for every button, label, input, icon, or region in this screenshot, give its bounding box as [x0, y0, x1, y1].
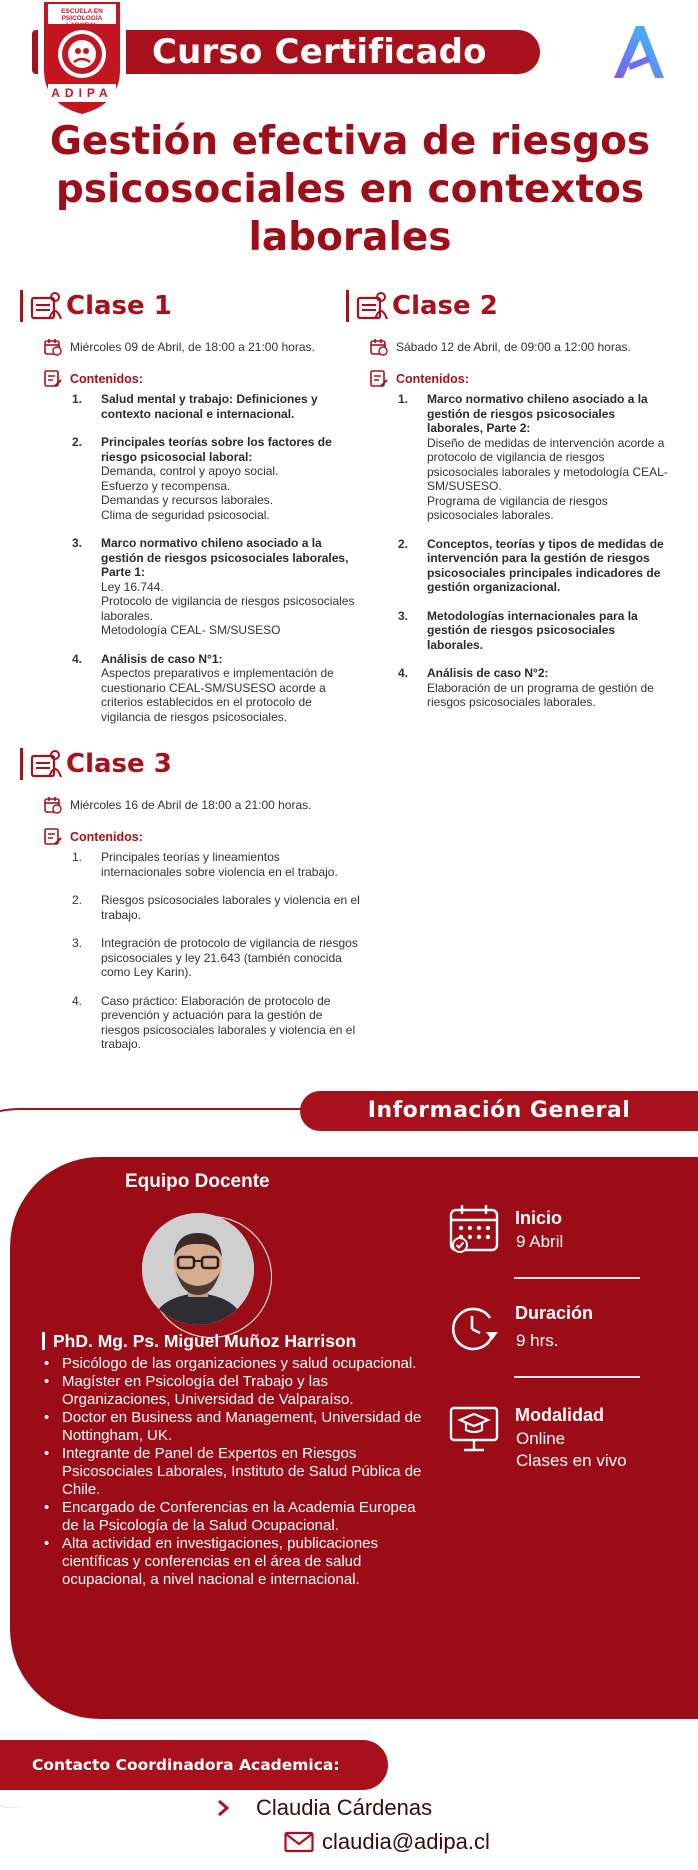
document-edit-icon — [44, 828, 62, 846]
clase2-bar — [346, 290, 349, 322]
inicio-label: Inicio — [515, 1208, 563, 1228]
clase1-title: Clase 1 — [66, 291, 172, 321]
course-banner-text: Curso Certificado — [152, 32, 487, 72]
item-text: Integración de protocolo de vigilancia de riesgos psicosociales y ley 21.643 (también conocida como Ley Karin). — [101, 936, 358, 979]
coordinator-row — [216, 1794, 432, 1822]
separator — [514, 1376, 640, 1378]
list-item — [72, 850, 362, 879]
bullet-item: • Psicólogo de las organizaciones y salud ocupacional. — [44, 1355, 424, 1373]
clase1-contents-row — [44, 370, 143, 388]
clase3-date-row — [44, 796, 344, 814]
coordinator-name: Claudia Cárdenas — [256, 1795, 433, 1820]
mail-icon — [284, 1831, 314, 1853]
clock-icon — [448, 1302, 500, 1354]
calendar-icon — [448, 1203, 500, 1255]
contact-banner-text: Contacto Coordinadora Academica: — [32, 1756, 340, 1774]
bullet-item: • Doctor en Business and Management, Universidad de Nottingham, UK. — [44, 1409, 424, 1445]
document-edit-icon — [370, 370, 388, 388]
item-number: 3. — [72, 936, 83, 950]
clase3-bar — [20, 748, 23, 780]
list-item — [398, 609, 672, 653]
item-body: Elaboración de un programa de gestión de riesgos psicosociales laborales. — [427, 680, 654, 709]
clase1-contents-label: Contenidos: — [70, 372, 143, 386]
modalidad-value-1: Online — [516, 1429, 566, 1448]
clase1-header — [20, 286, 172, 326]
clase1-date: Miércoles 09 de Abril, de 18:00 a 21:00 horas. — [70, 340, 315, 354]
item-number: 1. — [72, 392, 83, 406]
inicio-value: 9 Abril — [516, 1232, 564, 1251]
item-number: 4. — [398, 666, 409, 680]
item-number: 1. — [72, 850, 83, 864]
presentation-icon — [355, 289, 389, 323]
presentation-icon — [29, 289, 63, 323]
clase1-bar — [20, 290, 23, 322]
item-number: 1. — [398, 392, 409, 406]
clase3-date: Miércoles 16 de Abril de 18:00 a 21:00 horas. — [70, 798, 312, 812]
bullet-item: • Alta actividad en investigaciones, publicaciones científicas y conferencias en el área de salud ocupacional, a nivel nacional e internacional. — [44, 1535, 424, 1589]
duracion-label: Duración — [515, 1303, 594, 1323]
clase2-header — [346, 286, 498, 326]
team-title: Equipo Docente — [125, 1171, 270, 1192]
teacher-name-row — [42, 1328, 356, 1354]
item-number: 3. — [72, 536, 83, 550]
clase3-header — [20, 744, 172, 784]
item-number: 4. — [72, 993, 83, 1008]
teacher-bullets — [44, 1355, 424, 1589]
chevron-right-icon — [216, 1799, 230, 1817]
list-item — [72, 435, 356, 522]
item-body: Demanda, control y apoyo social. Esfuerzo y recompensa. Demandas y recursos laborales. Clima de seguridad psicosocial. — [101, 464, 279, 522]
item-heading: Salud mental y trabajo: Definiciones y contexto nacional e internacional. — [101, 392, 318, 421]
adipa-a-mark-icon — [608, 20, 668, 82]
item-heading: Análisis de caso N°1: — [101, 651, 223, 666]
clase2-title: Clase 2 — [392, 291, 498, 321]
clase2-contents-row — [370, 370, 469, 388]
list-item — [398, 392, 672, 523]
clase2-contents-label: Contenidos: — [396, 372, 469, 386]
modalidad-value-2: Clases en vivo — [516, 1451, 627, 1470]
list-item — [398, 666, 672, 710]
item-text: Principales teorías y lineamientos internacionales sobre violencia en el trabajo. — [101, 850, 338, 879]
calendar-clock-icon — [370, 338, 388, 356]
list-item — [72, 893, 362, 922]
item-heading: Marco normativo chileno asociado a la gestión de riesgos psicosociales laborales, Parte 1: — [101, 536, 349, 579]
list-item — [398, 537, 672, 595]
modalidad-label: Modalidad — [515, 1405, 604, 1425]
email-row[interactable] — [284, 1828, 490, 1856]
calendar-clock-icon — [44, 338, 62, 356]
list-item — [72, 936, 362, 980]
item-heading: Análisis de caso N°2: — [427, 666, 549, 680]
clase2-date-row — [370, 338, 670, 356]
name-bar — [42, 1332, 45, 1350]
item-number: 4. — [72, 651, 83, 666]
document-edit-icon — [44, 370, 62, 388]
bullet-item: • Magíster en Psicología del Trabajo y las Organizaciones, Universidad de Valparaíso. — [44, 1373, 424, 1409]
bullet-item: • Encargado de Conferencias en la Academia Europea de la Psicología de la Salud Ocupacional. — [44, 1499, 424, 1535]
item-body: Diseño de medidas de intervención acorde a protocolo de vigilancia de riesgos psicosociales laborales y metodología CEAL-SM/SUSESO. Programa de vigilancia de riesgos psicosociales laborales. — [427, 435, 668, 522]
clase2-date: Sábado 12 de Abril, de 09:00 a 12:00 horas. — [396, 340, 631, 354]
list-item — [72, 392, 356, 421]
item-heading: Conceptos, teorías y tipos de medidas de intervención para la gestión de riesgos psicosociales principales indicadores de gestión organizacional. — [427, 536, 664, 594]
list-item — [72, 994, 362, 1052]
item-text: Riesgos psicosociales laborales y violencia en el trabajo. — [101, 893, 360, 922]
logo-text-bottom: ADIPA — [51, 86, 113, 100]
info-banner-text: Información General — [367, 1098, 631, 1123]
clase2-list — [398, 392, 672, 724]
clase3-contents-row — [44, 828, 143, 846]
clase3-contents-label: Contenidos: — [70, 830, 143, 844]
list-item — [72, 652, 356, 725]
item-number: 2. — [398, 536, 409, 551]
item-heading: Principales teorías sobre los factores de riesgo psicosocial laboral: — [101, 435, 332, 464]
item-heading: Metodologías internacionales para la gestión de riesgos psicosociales laborales. — [427, 608, 638, 652]
online-class-icon — [448, 1404, 500, 1456]
calendar-clock-icon — [44, 796, 62, 814]
duracion-value: 9 hrs. — [516, 1331, 559, 1350]
item-number: 2. — [72, 435, 83, 449]
bullet-item: • Integrante de Panel de Expertos en Riesgos Psicosociales Laborales, Instituto de Salud Pública de Chile. — [44, 1445, 424, 1499]
teacher-name: PhD. Mg. Ps. Miguel Muñoz Harrison — [53, 1331, 357, 1351]
item-number: 2. — [72, 893, 83, 907]
item-text: Caso práctico: Elaboración de protocolo de prevención y actuación para la gestión de riesgos psicosociales laborales y violencia en el trabajo. — [101, 993, 356, 1051]
item-body: Aspectos preparativos e implementación de cuestionario CEAL-SM/SUSESO acorde a criterios establecidos en el protocolo de vigilancia de riesgos psicosociales. — [101, 666, 334, 724]
teacher-avatar — [142, 1213, 254, 1325]
item-body: Ley 16.744. Protocolo de vigilancia de riesgos psicosociales laborales. Metodología CEAL- SM/SUSESO — [101, 579, 355, 637]
list-item — [72, 536, 356, 638]
item-number: 3. — [398, 608, 409, 623]
course-title: Gestión efectiva de riesgos psicosociales en contextos laborales — [49, 119, 651, 260]
clase3-list — [72, 850, 362, 1066]
separator — [514, 1277, 640, 1279]
item-heading: Marco normativo chileno asociado a la gestión de riesgos psicosociales laborales, Parte 2: — [427, 392, 648, 435]
clase3-title: Clase 3 — [66, 749, 172, 779]
coordinator-email[interactable]: claudia@adipa.cl — [322, 1829, 490, 1854]
logo-text-top: ESCUELA EN PSICOLOGÍA LABORAL — [61, 8, 103, 29]
clase1-list — [72, 392, 356, 738]
presentation-icon — [29, 747, 63, 781]
clase1-date-row — [44, 338, 344, 356]
